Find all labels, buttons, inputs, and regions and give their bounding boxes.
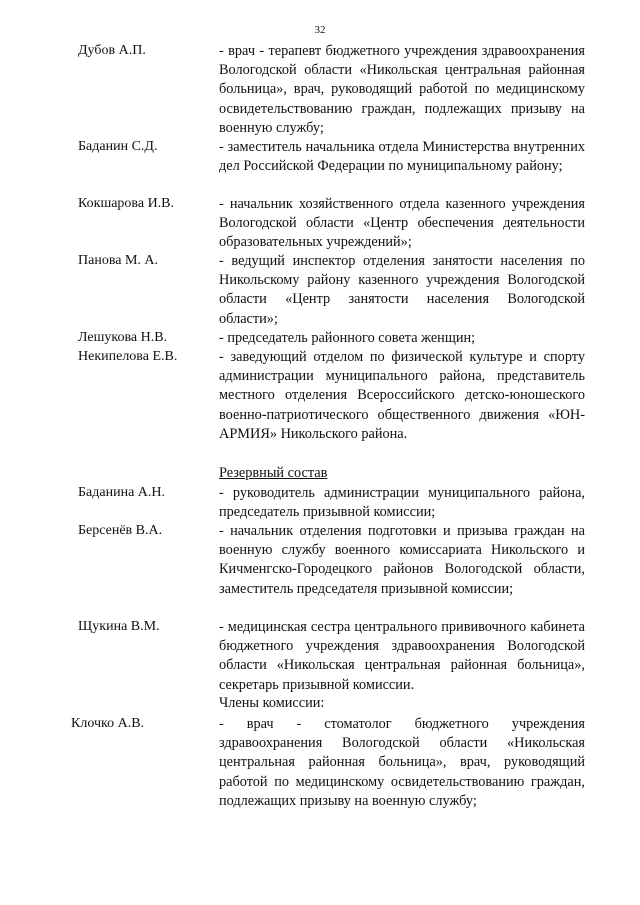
member-description: - руководитель администрации муниципального района, председатель призывной комиссии;: [219, 485, 585, 521]
member-name: Баданина А.Н.: [78, 485, 166, 500]
member-description: - начальник хозяйственного отдела казенного учреждения Вологодской области «Центр обеспечения деятельности образовательных учреждений»;: [219, 196, 585, 251]
member-name: Берсенёв В.А.: [78, 523, 163, 538]
member-description: - медицинская сестра центрального прививочного кабинета бюджетного учреждения здравоохранения Вологодской области «Никольская центральная районная больница», секретарь призывной комиссии.: [219, 619, 585, 693]
member-name: Баданин С.Д.: [78, 139, 158, 154]
member-name: Лешукова Н.В.: [78, 330, 168, 345]
reserve-heading: Резервный состав: [219, 465, 328, 481]
member-description: - заместитель начальника отдела Министерства внутренних дел Российской Федерации по муниципальному району;: [219, 139, 585, 175]
member-name: Щукина В.М.: [78, 619, 160, 634]
member-name: Панова М. А.: [78, 253, 159, 268]
commission-members-heading: Члены комиссии:: [219, 695, 325, 711]
member-name: Кокшарова И.В.: [78, 196, 175, 211]
member-description: - ведущий инспектор отделения занятости населения по Никольскому району казенного учреждения Вологодской области «Центр занятости населения Вологодской области»;: [219, 253, 585, 327]
member-name: Некипелова Е.В.: [78, 349, 178, 364]
member-name: Клочко А.В.: [71, 716, 145, 731]
member-description: - заведующий отделом по физической культуре и спорту администрации муниципального района, представитель местного отделения Всероссийского детско-юношеского военно-патриотического общественного движения «ЮН-АРМИЯ» Никольского района.: [219, 349, 585, 442]
member-description: - начальник отделения подготовки и призыва граждан на военную службу военного комиссариата Никольского и Кичменгско-Городецкого районов Вологодской области, заместитель председателя призывной комиссии;: [219, 523, 585, 597]
member-name: Дубов А.П.: [78, 43, 146, 58]
member-description: - председатель районного совета женщин;: [219, 330, 476, 346]
member-description: - врач - терапевт бюджетного учреждения здравоохранения Вологодской области «Никольская центральная районная больница», врач, руководящий работой по медицинскому освидетельствованию граждан, подлежащих призыву на военную службу;: [219, 43, 585, 136]
member-description: - врач - стоматолог бюджетного учреждения здравоохранения Вологодской области «Никольская центральная районная больница», врач, руководящий работой по медицинскому освидетельствованию граждан, подлежащих призыву на военную службу;: [219, 716, 585, 809]
page-number: 32: [314, 24, 326, 36]
